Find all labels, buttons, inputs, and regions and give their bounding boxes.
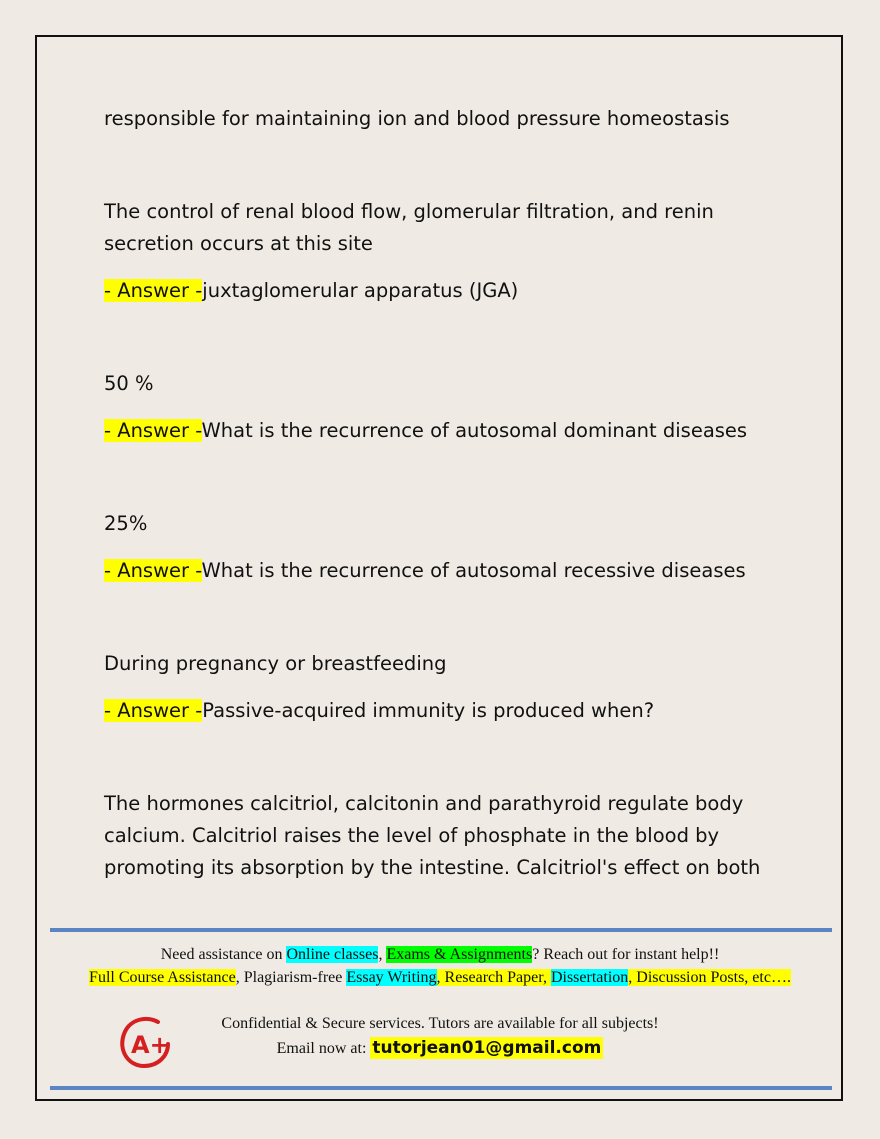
logo-text: A+ xyxy=(131,1031,170,1059)
online-classes-link: Online classes xyxy=(286,946,379,963)
footer-text: , Plagiarism-free xyxy=(235,969,347,986)
footer-text: Email now at: xyxy=(276,1040,371,1057)
question-2: 50 % xyxy=(104,372,154,395)
question-1-line-2: secretion occurs at this site xyxy=(104,232,373,255)
footer-line-4 xyxy=(0,1040,880,1057)
answer-2 xyxy=(104,421,747,441)
email-link[interactable]: tutorjean01@gmail.com xyxy=(372,1038,602,1058)
answer-4-text: Passive-acquired immunity is produced when? xyxy=(202,699,655,722)
answer-label: - Answer - xyxy=(104,279,203,302)
answer-label: - Answer - xyxy=(104,419,202,442)
intro-text: responsible for maintaining ion and blood pressure homeostasis xyxy=(104,107,730,130)
discussion-posts: , Discussion Posts, etc…. xyxy=(628,969,791,986)
footer-line-3: Confidential & Secure services. Tutors are available for all subjects! xyxy=(221,1015,659,1032)
answer-2-text: What is the recurrence of autosomal dominant diseases xyxy=(201,419,748,442)
footer-text: ? Reach out for instant help!! xyxy=(532,946,720,963)
footer-line-2 xyxy=(0,970,880,986)
answer-3 xyxy=(104,561,746,581)
essay-writing: Essay Writing xyxy=(346,969,437,986)
question-1-line-1: The control of renal blood flow, glomerular filtration, and renin xyxy=(104,200,714,223)
answer-4 xyxy=(104,701,654,721)
full-course-assistance: Full Course Assistance xyxy=(89,969,236,986)
question-5-line-2: calcium. Calcitriol raises the level of phosphate in the blood by xyxy=(104,824,720,847)
footer-text: , xyxy=(378,946,387,963)
answer-1 xyxy=(104,281,518,301)
research-paper: , Research Paper, xyxy=(436,969,551,986)
answer-label: - Answer - xyxy=(104,699,203,722)
question-3: 25% xyxy=(104,512,148,535)
footer-line-1 xyxy=(0,947,880,963)
answer-3-text: What is the recurrence of autosomal recessive diseases xyxy=(201,559,746,582)
footer-text: Need assistance on xyxy=(160,946,287,963)
question-4: During pregnancy or breastfeeding xyxy=(104,652,447,675)
footer-divider-top xyxy=(50,928,832,932)
answer-1-text: juxtaglomerular apparatus (JGA) xyxy=(202,279,519,302)
dissertation: Dissertation xyxy=(550,969,629,986)
footer-divider-bottom xyxy=(50,1086,832,1090)
answer-label: - Answer - xyxy=(104,559,202,582)
question-5-line-3: promoting its absorption by the intestine. Calcitriol's effect on both xyxy=(104,856,761,879)
exams-assignments-link: Exams & Assignments xyxy=(386,946,533,963)
question-5-line-1: The hormones calcitriol, calcitonin and parathyroid regulate body xyxy=(104,792,744,815)
